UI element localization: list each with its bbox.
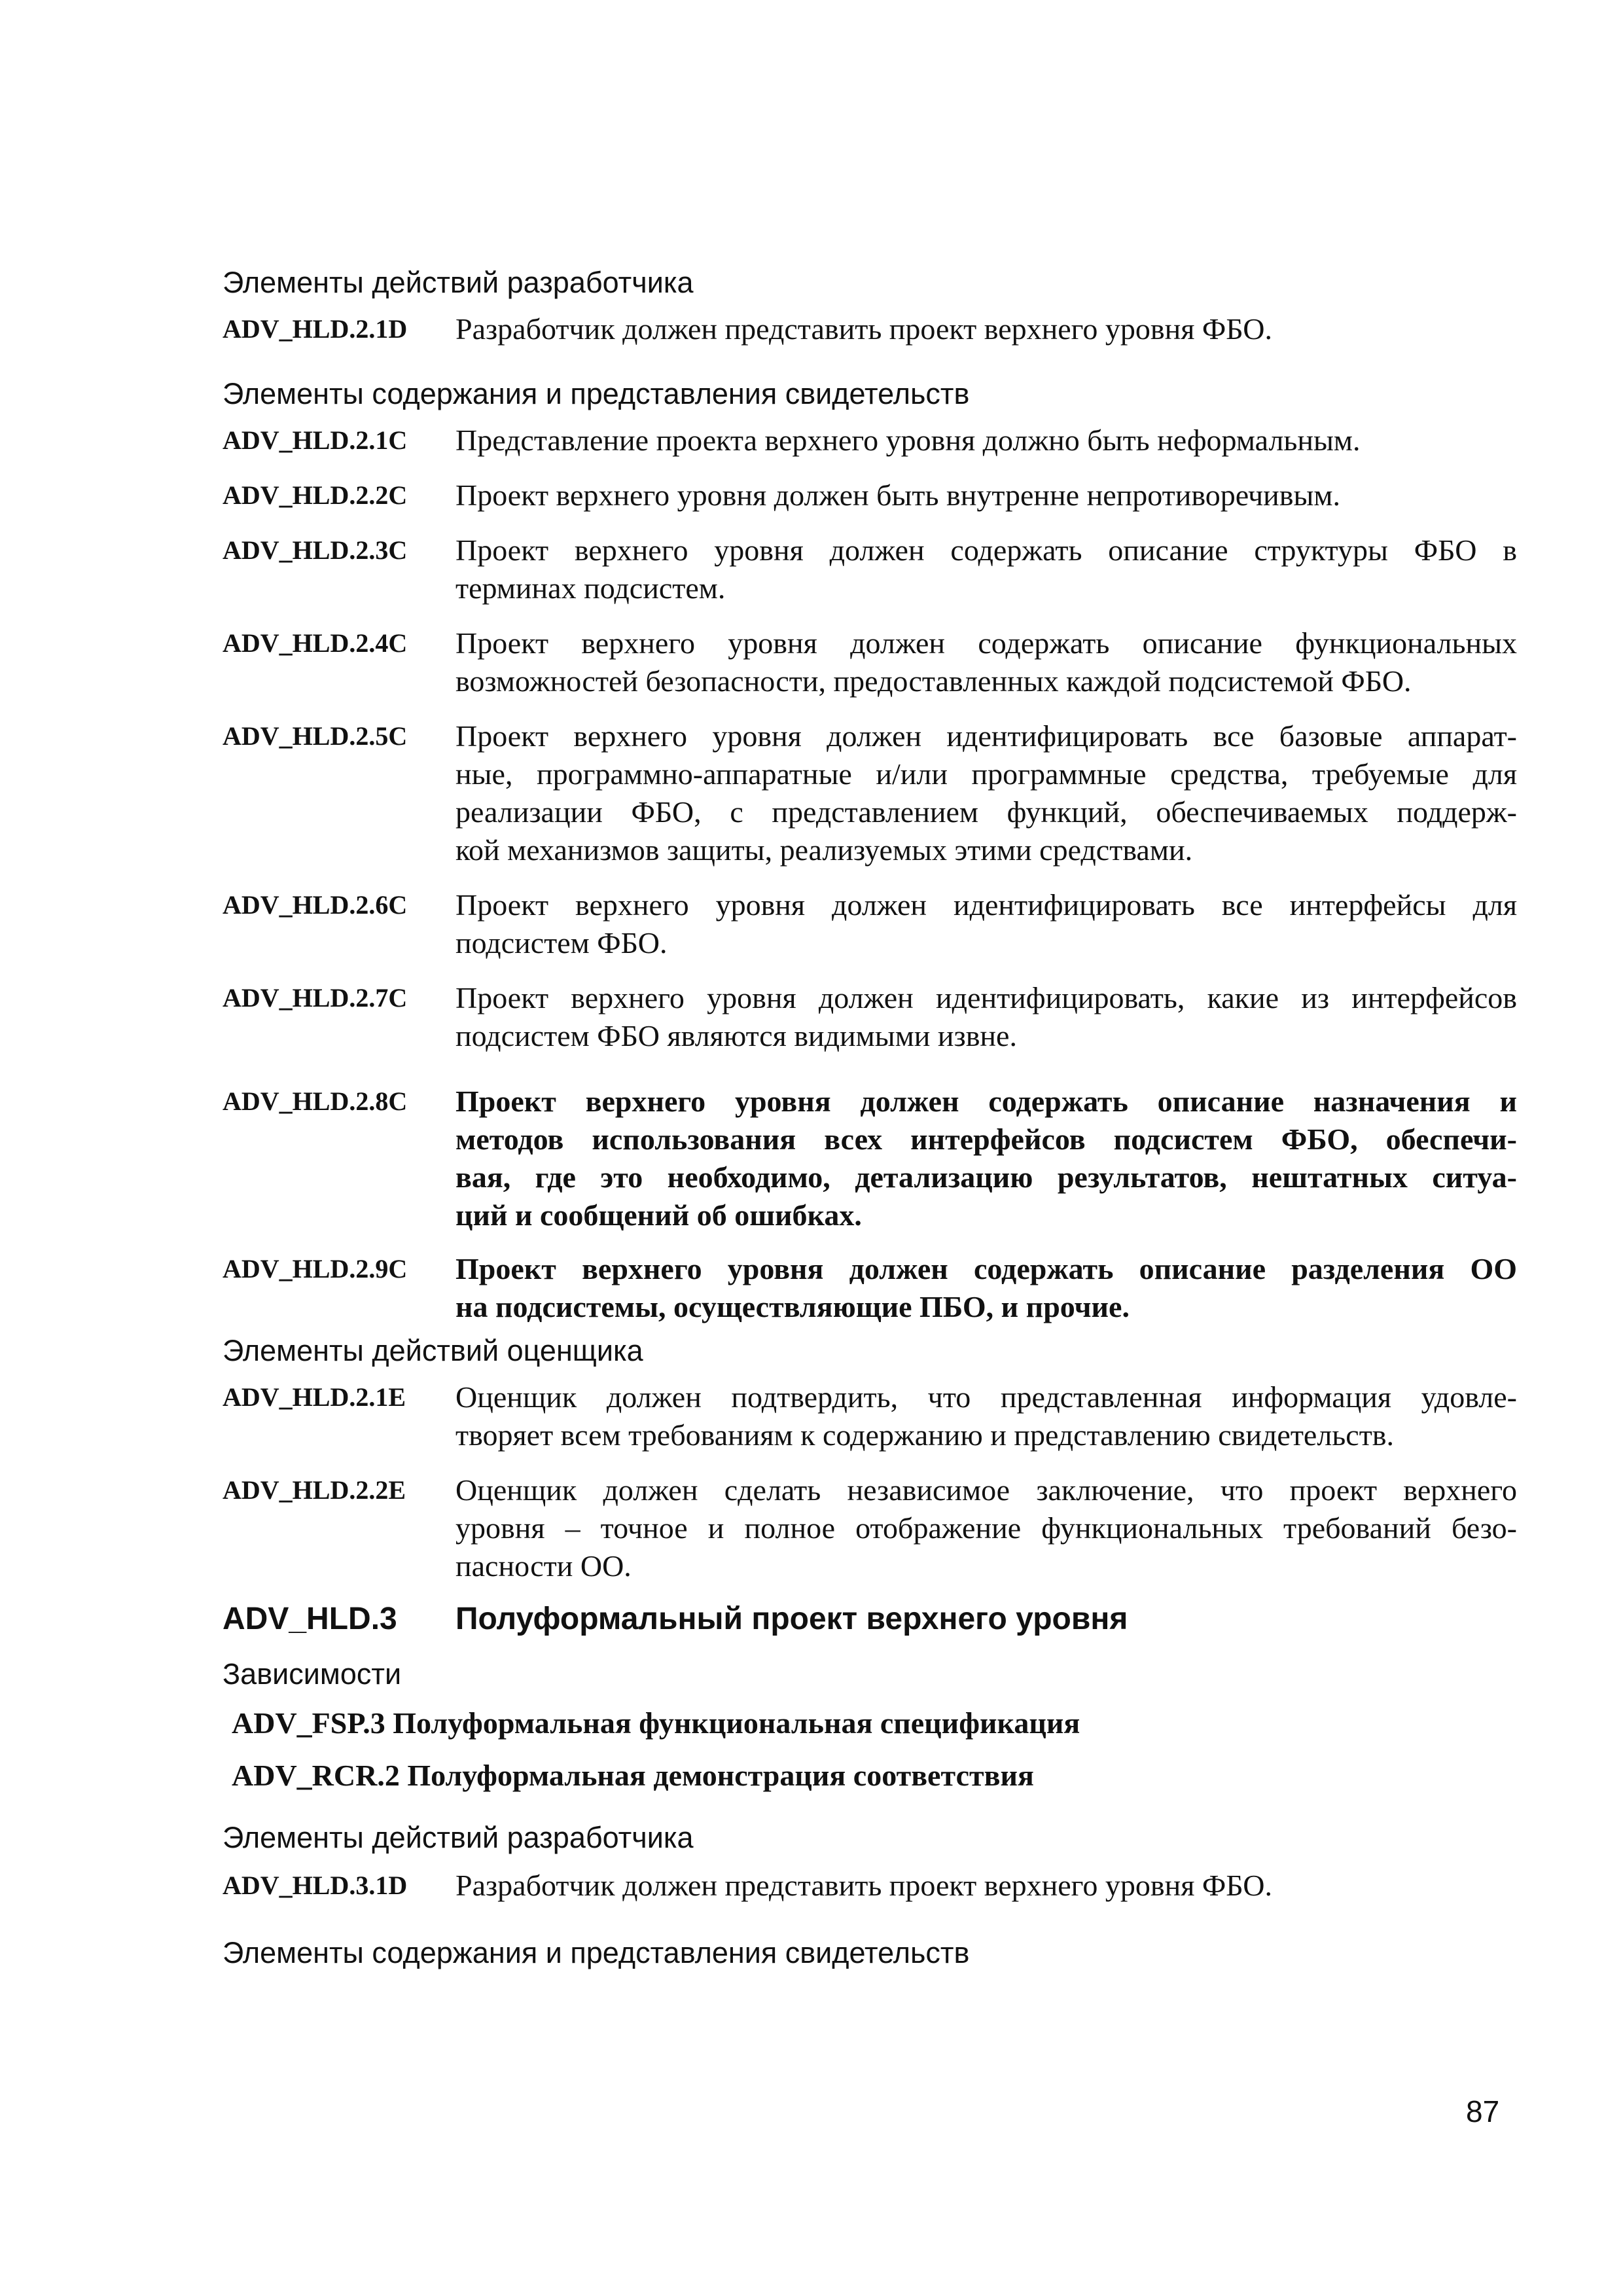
requirement-code: ADV_HLD.2.8C	[223, 1086, 408, 1116]
developer-actions-heading: Элементы действий разработчика	[223, 266, 694, 299]
text-line: реализации ФБО, с представлением функций, обеспечиваемых поддерж-	[455, 795, 1517, 829]
developer-actions-heading: Элементы действий разработчика	[223, 1821, 694, 1854]
requirement-code: ADV_HLD.2.5C	[223, 721, 408, 751]
requirement-code: ADV_HLD.2.4C	[223, 628, 408, 658]
text-line: Разработчик должен представить проект верхнего уровня ФБО.	[455, 1869, 1273, 1902]
text-line: терминах подсистем.	[455, 571, 726, 605]
requirement-text	[455, 531, 1517, 607]
requirement-code: ADV_HLD.2.9C	[223, 1254, 408, 1283]
text-line: подсистем ФБО являются видимыми извне.	[455, 1019, 1017, 1052]
dependency-item: ADV_RCR.2 Полуформальная демонстрация соответствия	[232, 1759, 1034, 1792]
text-line: ные, программно-аппаратные и/или программные средства, требуемые для	[455, 757, 1517, 791]
requirement-text	[455, 1867, 1517, 1905]
dependency-item: ADV_FSP.3 Полуформальная функциональная спецификация	[232, 1706, 1080, 1740]
requirement-text	[455, 1471, 1517, 1585]
text-line: творяет всем требованиям к содержанию и представлению свидетельств.	[455, 1418, 1395, 1452]
text-line: Проект верхнего уровня должен быть внутренне непротиворечивым.	[455, 478, 1341, 512]
requirement-text	[455, 422, 1517, 459]
text-line: Представление проекта верхнего уровня должно быть неформальным.	[455, 423, 1361, 457]
section-id: ADV_HLD.3	[223, 1602, 397, 1636]
requirement-code: ADV_HLD.2.2E	[223, 1475, 406, 1505]
text-line: методов использования всех интерфейсов подсистем ФБО, обеспечи-	[455, 1122, 1517, 1156]
text-line: уровня – точное и полное отображение функциональных требований безо-	[455, 1511, 1517, 1545]
requirement-code: ADV_HLD.2.1D	[223, 314, 408, 344]
requirement-code: ADV_HLD.2.6C	[223, 890, 408, 920]
requirement-text	[455, 1378, 1517, 1454]
requirement-text	[455, 624, 1517, 700]
text-line: Проект верхнего уровня должен идентифицировать, какие из интерфейсов	[455, 981, 1517, 1014]
content-elements-heading: Элементы содержания и представления свидетельств	[223, 377, 970, 410]
evaluator-actions-heading: Элементы действий оценщика	[223, 1334, 643, 1367]
requirement-text	[455, 310, 1517, 348]
content-elements-heading: Элементы содержания и представления свидетельств	[223, 1936, 970, 1969]
page-number: 87	[1466, 2094, 1500, 2128]
text-line: вая, где это необходимо, детализацию результатов, нештатных ситуа-	[455, 1160, 1517, 1194]
section-title: Полуформальный проект верхнего уровня	[455, 1602, 1128, 1636]
requirement-text	[455, 979, 1517, 1055]
text-line: Разработчик должен представить проект верхнего уровня ФБО.	[455, 312, 1273, 346]
requirement-code: ADV_HLD.3.1D	[223, 1871, 408, 1900]
requirement-text	[455, 1083, 1517, 1234]
text-line: Оценщик должен сделать независимое заключение, что проект верхнего	[455, 1473, 1517, 1507]
requirement-text	[455, 1250, 1517, 1326]
text-line: Проект верхнего уровня должен содержать описание функциональных	[455, 626, 1517, 660]
requirement-code: ADV_HLD.2.1E	[223, 1382, 406, 1412]
requirement-text	[455, 717, 1517, 869]
requirement-code: ADV_HLD.2.7C	[223, 983, 408, 1013]
requirement-code: ADV_HLD.2.3C	[223, 535, 408, 565]
text-line: на подсистемы, осуществляющие ПБО, и прочие.	[455, 1290, 1130, 1323]
text-line: пасности ОО.	[455, 1549, 632, 1583]
text-line: Проект верхнего уровня должен содержать описание структуры ФБО в	[455, 533, 1517, 567]
section-heading	[223, 1598, 1128, 1640]
text-line: кой механизмов защиты, реализуемых этими средствами.	[455, 833, 1193, 867]
dependencies-heading: Зависимости	[223, 1657, 402, 1691]
text-line: Проект верхнего уровня должен идентифицировать все базовые аппарат-	[455, 719, 1517, 753]
text-line: Оценщик должен подтвердить, что представленная информация удовле-	[455, 1380, 1517, 1414]
requirement-code: ADV_HLD.2.2C	[223, 480, 408, 510]
text-line: подсистем ФБО.	[455, 926, 668, 960]
requirement-text	[455, 476, 1517, 514]
requirement-code: ADV_HLD.2.1C	[223, 425, 408, 455]
text-line: Проект верхнего уровня должен идентифицировать все интерфейсы для	[455, 888, 1517, 922]
text-line: Проект верхнего уровня должен содержать описание назначения и	[455, 1085, 1517, 1118]
requirement-text	[455, 886, 1517, 962]
text-line: ций и сообщений об ошибках.	[455, 1198, 862, 1232]
text-line: Проект верхнего уровня должен содержать описание разделения ОО	[455, 1252, 1517, 1285]
text-line: возможностей безопасности, предоставленных каждой подсистемой ФБО.	[455, 664, 1412, 698]
